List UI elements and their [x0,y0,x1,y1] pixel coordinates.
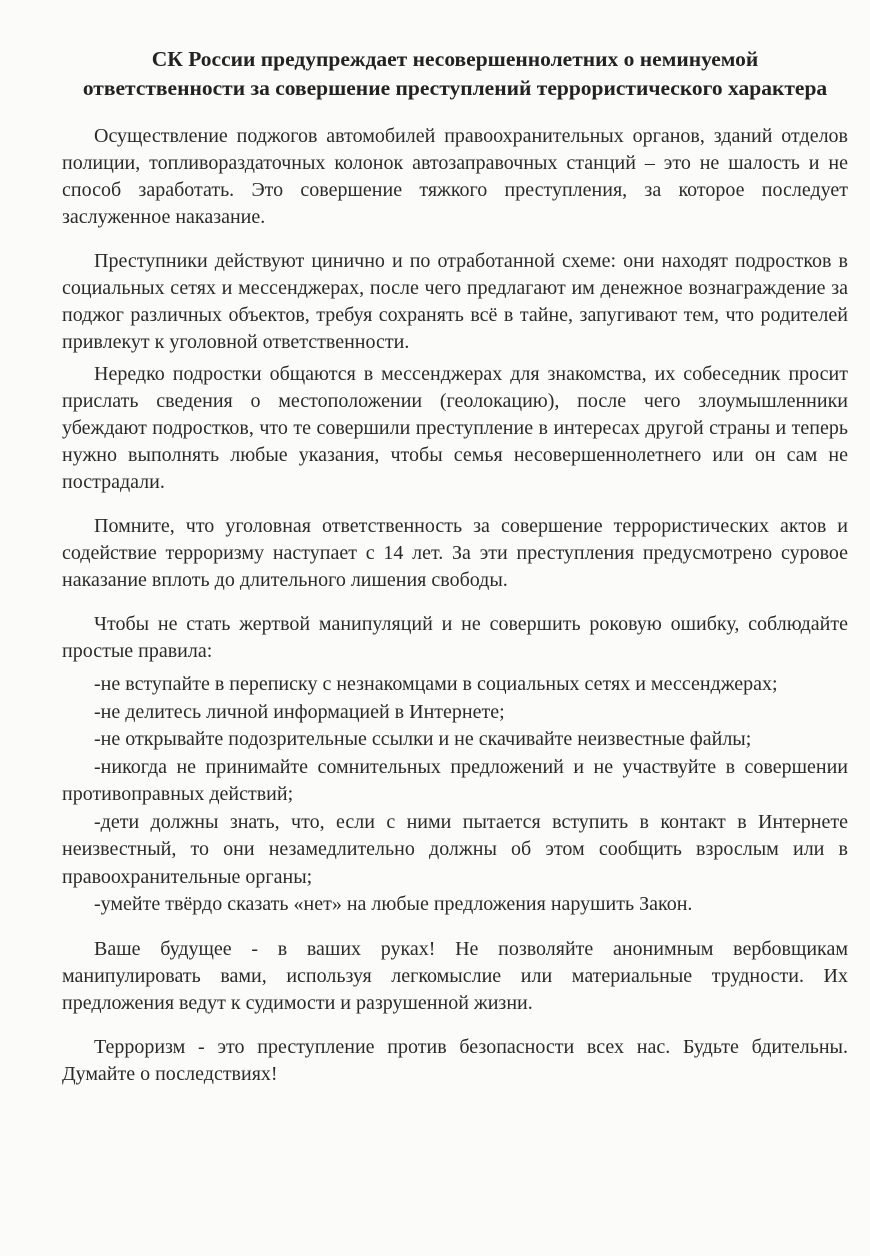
rule-item: -не делитесь личной информацией в Интернете; [94,700,505,723]
document-title: СК России предупреждает несовершеннолетних о неминуемой ответственности за совершение преступлений террористического характера [82,47,828,100]
spacer [62,496,848,513]
spacer [62,919,848,936]
spacer [62,1017,848,1034]
paragraph-arson: Осуществление поджогов автомобилей правоохранительных органов, зданий отделов полиции, топливораздаточных колонок автозаправочных станций – это не шалость и не способ заработать. Это совершение тяжкого преступления, за которое последует заслуженное наказание. [62,125,848,228]
paragraph-messengers: Нередко подростки общаются в мессенджерах для знакомства, их собеседник просит прислать сведения о местоположении (геолокацию), после чего злоумышленники убеждают подростков, что те совершили преступление в интересах другой страны и теперь нужно выполнять любые указания, чтобы семья несовершеннолетнего или он сам не пострадали. [62,363,848,493]
rule-item: -дети должны знать, что, если с ними пытается вступить в контакт в Интернете неизвестный, то они незамедлительно должны об этом сообщить взрослым или в правоохранительные органы; [62,810,848,888]
rule-item: -не вступайте в переписку с незнакомцами в социальных сетях и мессенджерах; [94,673,778,695]
paragraph-criminal-scheme: Преступники действуют цинично и по отработанной схеме: они находят подростков в социальных сетях и мессенджерах, после чего предлагают им денежное вознаграждение за поджог различных объектов, требуя сохранять всё в тайне, запугивают тем, что родителей привлекут к уголовной ответственности. [62,250,848,353]
rule-item: -никогда не принимайте сомнительных предложений и не участвуйте в совершении противоправных действий; [62,755,848,805]
paragraph-responsibility: Помните, что уголовная ответственность за совершение террористических актов и содействие терроризму наступает с 14 лет. За эти преступления предусмотрено суровое наказание вплоть до длительного лишения свободы. [62,515,848,591]
rules-list [62,671,848,919]
rule-item: -не открывайте подозрительные ссылки и не скачивайте неизвестные файлы; [94,728,752,750]
paragraph-rules-intro: Чтобы не стать жертвой манипуляций и не совершить роковую ошибку, соблюдайте простые правила: [62,613,848,662]
paragraph-terrorism-warning: Терроризм - это преступление против безопасности всех нас. Будьте бдительны. Думайте о последствиях! [62,1035,848,1085]
paragraph-future: Ваше будущее - в ваших руках! Не позволяйте анонимным вербовщикам манипулировать вами, используя легкомыслие или материальные трудности. Их предложения ведут к судимости и разрушенной жизни. [62,937,848,1014]
rule-item: -умейте твёрдо сказать «нет» на любые предложения нарушить Закон. [94,893,693,915]
spacer [62,231,848,248]
spacer [62,594,848,611]
document-page [62,45,848,1088]
